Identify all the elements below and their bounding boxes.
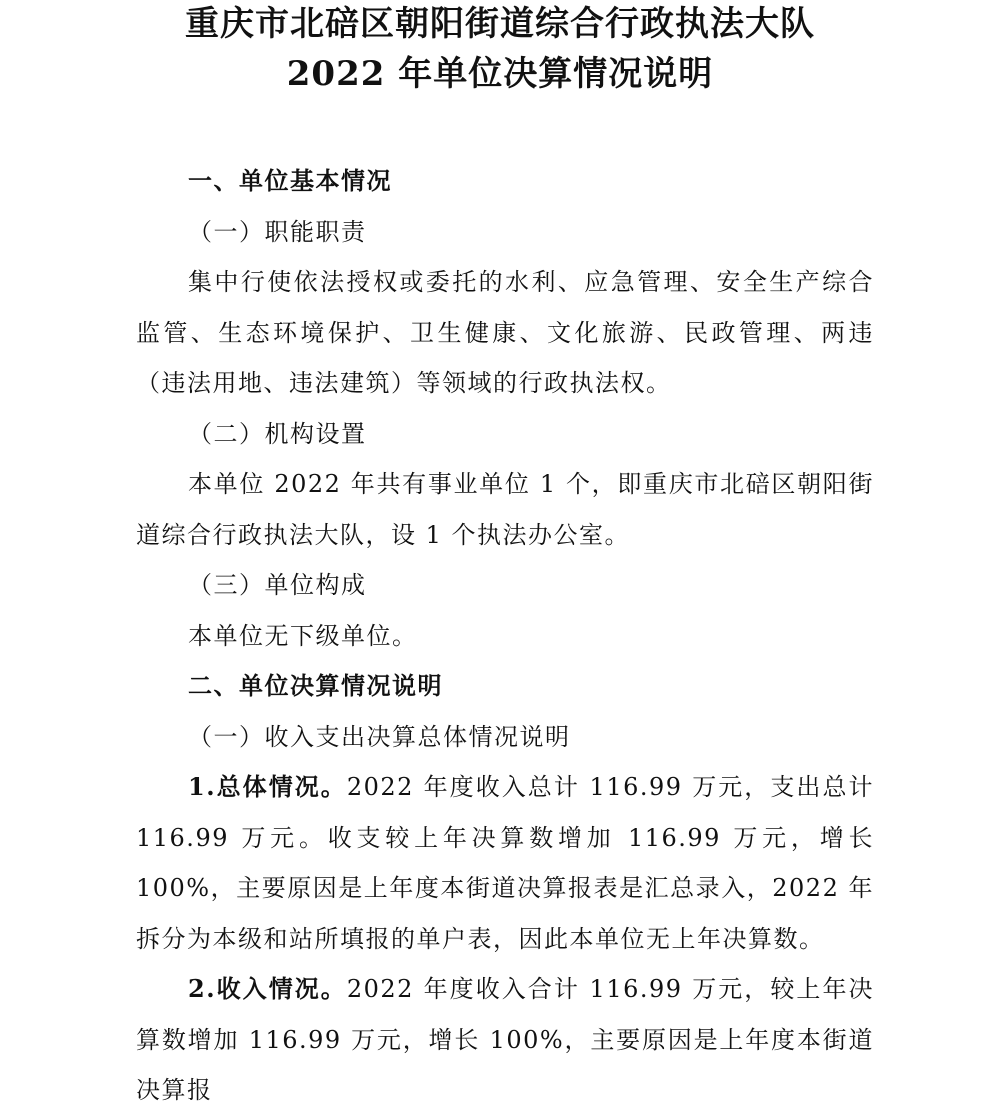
section2-item1-text: 2022 年度收入总计 116.99 万元，支出总计 116.99 万元。收支较上年决算数增加 116.99 万元，增长 100%，主要原因是上年度本街道决算报表是汇总录入，2022 年拆分为本级和站所填报的单户表，因此本单位无上年决算数。 bbox=[136, 773, 874, 953]
section1-sub1-heading: （一）职能职责 bbox=[188, 217, 367, 246]
section2-item1-paragraph bbox=[136, 762, 874, 964]
document-title-line1: 重庆市北碚区朝阳街道综合行政执法大队 bbox=[185, 4, 815, 44]
section2-heading: 二、单位决算情况说明 bbox=[188, 671, 443, 700]
section2-item2-lead: 2.收入情况。 bbox=[188, 974, 347, 1003]
section2-sub1-heading: （一）收入支出决算总体情况说明 bbox=[188, 722, 571, 751]
section1-sub2-heading: （二）机构设置 bbox=[188, 419, 367, 448]
section1-sub3-heading: （三）单位构成 bbox=[188, 571, 367, 599]
section1-heading: 一、单位基本情况 bbox=[188, 166, 392, 195]
document-title-line2: 2022 年单位决算情况说明 bbox=[286, 54, 714, 94]
section2-item1-lead: 1.总体情况。 bbox=[188, 772, 347, 801]
section2-item2-text: 2022 年度收入合计 116.99 万元，较上年决算数增加 116.99 万元，增长 100%，主要原因是上年度本街道决算报 bbox=[136, 975, 874, 1104]
section2-item2-paragraph bbox=[136, 964, 874, 1116]
section1-sub1-text: 集中行使依法授权或委托的水利、应急管理、安全生产综合监管、生态环境保护、卫生健康、文化旅游、民政管理、两违（违法用地、违法建筑）等领域的行政执法权。 bbox=[136, 268, 874, 397]
section1-sub2-text: 本单位 2022 年共有事业单位 1 个，即重庆市北碚区朝阳街道综合行政执法大队，设 1 个执法办公室。 bbox=[136, 470, 874, 549]
section1-sub3-text: 本单位无下级单位。 bbox=[188, 621, 418, 650]
document-body bbox=[136, 156, 874, 1116]
